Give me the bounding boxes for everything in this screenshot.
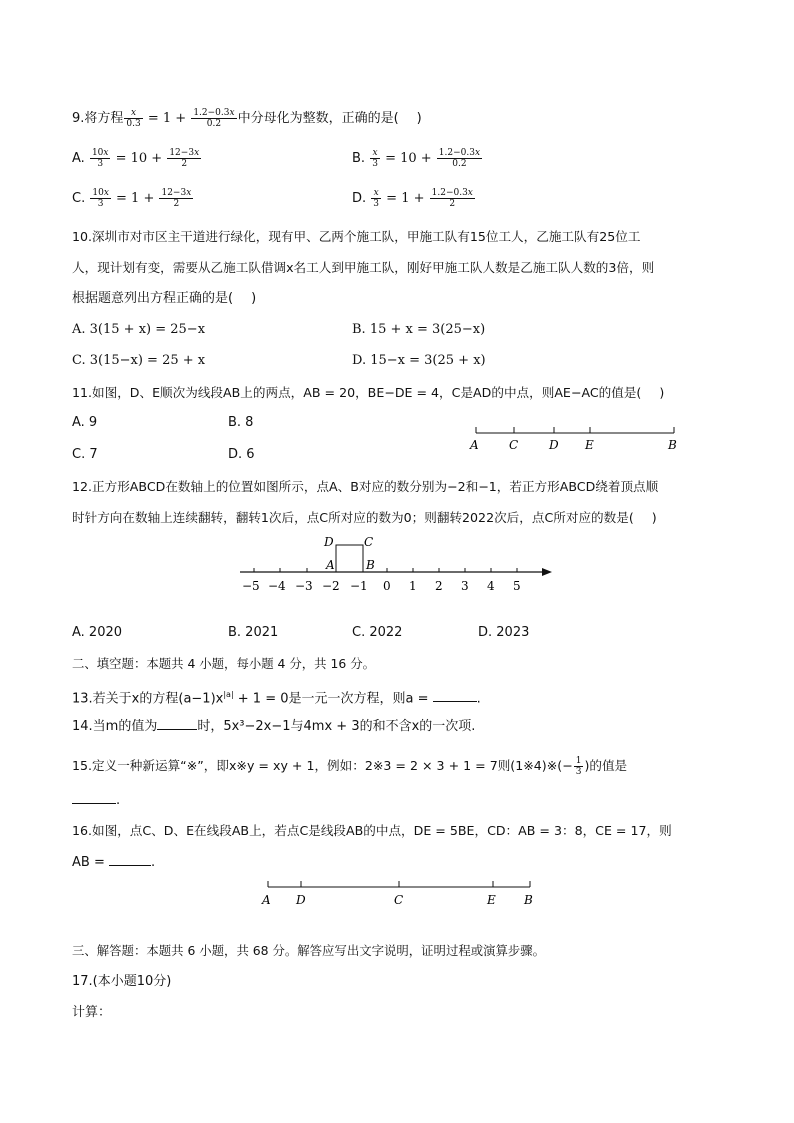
q16-label-b: B — [524, 893, 533, 907]
q10-option-b[interactable]: B. 15 + x = 3(25−x) — [352, 322, 486, 337]
q15-stem: 15.定义一种新运算“※”，即x※y = xy + 1，例如：2※3 = 2 × 3 + 1 = 7则(1※4)※(− $\frac{1}{3}$ )的值是 — [72, 756, 628, 777]
q9-frac-right: $\frac{1.2-0.3x}{0.2}$ — [193, 108, 235, 129]
q17-title: 17.(本小题10分) — [72, 974, 172, 989]
q16-answer-blank[interactable] — [109, 853, 151, 866]
q16-label-d: D — [296, 893, 306, 907]
q12-tick-label: −3 — [295, 579, 313, 593]
q12-label-c: C — [364, 535, 374, 549]
q11-label-b: B — [668, 438, 677, 452]
q16-label-e: E — [487, 893, 496, 907]
q12-tick-label: 1 — [409, 579, 417, 593]
q11-option-d[interactable]: D. 6 — [228, 447, 255, 462]
q16-segment-figure — [258, 876, 548, 910]
q16-label-c: C — [394, 893, 404, 907]
q11-label-d: D — [549, 438, 559, 452]
q9-option-c[interactable]: C. $\frac{10x}{3}$ = 1 + $\frac{12-3x}{2}$ — [72, 188, 192, 209]
q12-option-a[interactable]: A. 2020 — [72, 625, 123, 640]
q12-tick-label: 4 — [487, 579, 495, 593]
q12-label-b: B — [366, 558, 375, 572]
q9-option-d[interactable]: D. $\frac{x}{3}$ = 1 + $\frac{1.2-0.3x}{2}$ — [352, 188, 473, 209]
q9-frac-left: $\frac{x}{0.3}$ — [126, 108, 141, 129]
q16-label-a: A — [262, 893, 271, 907]
q14-answer-blank[interactable] — [157, 717, 197, 730]
q11-option-a[interactable]: A. 9 — [72, 415, 98, 430]
q12-line2: 时针方向在数轴上连续翻转，翻转1次后，点C所对应的数为0；则翻转2022次后，点C所对应的数是( ) — [72, 510, 657, 525]
q17-calc-label: 计算： — [72, 1005, 112, 1020]
q10-option-a[interactable]: A. 3(15 + x) = 25−x — [72, 322, 206, 337]
q12-option-c[interactable]: C. 2022 — [352, 625, 403, 640]
q15-answer-blank[interactable] — [72, 791, 116, 804]
q10-option-d[interactable]: D. 15−x = 3(25 + x) — [352, 353, 486, 368]
section-2-heading: 二、填空题：本题共 4 小题，每小题 4 分，共 16 分。 — [72, 656, 375, 671]
q12-tick-label: −1 — [350, 579, 368, 593]
q13-stem: 13.若关于x的方程$(a-1)x^{|a|} + 1 = 0$是一元一次方程，则a = . — [72, 690, 481, 707]
q12-number-line-figure — [232, 532, 562, 594]
q12-tick-label: 3 — [461, 579, 469, 593]
q9-option-a[interactable]: A. $\frac{10x}{3}$ = 10 + $\frac{12-3x}{2}$ — [72, 148, 200, 169]
q16-line1: 16.如图，点C、D、E在线段AB上，若点C是线段AB的中点，DE = 5BE，CD：AB = 3：8，CE = 17，则 — [72, 823, 672, 838]
q11-label-c: C — [509, 438, 519, 452]
q10-line1: 10.深圳市对市区主干道进行绿化，现有甲、乙两个施工队，甲施工队有15位工人，乙施工队有25位工 — [72, 229, 641, 244]
q9-stem: 9.将方程 $\frac{x}{0.3}$ = 1 + $\frac{1.2-0.3x}{0.2}$ 中分母化为整数，正确的是( ) — [72, 108, 422, 129]
q12-tick-label: −4 — [268, 579, 286, 593]
section-3-heading: 三、解答题：本题共 6 小题，共 68 分。解答应写出文字说明，证明过程或演算步骤。 — [72, 943, 546, 958]
q12-axis-arrow — [542, 568, 552, 576]
q12-tick-label: −2 — [322, 579, 340, 593]
q12-option-d[interactable]: D. 2023 — [478, 625, 530, 640]
q15-answer-line: . — [72, 791, 120, 810]
q11-label-e: E — [585, 438, 594, 452]
q14-stem: 14.当m的值为 时，5x³−2x−1与4mx + 3的和不含x的一次项. — [72, 719, 476, 734]
q10-line2: 人，现计划有变，需要从乙施工队借调x名工人到甲施工队，刚好甲施工队人数是乙施工队人数的3倍，则 — [72, 260, 655, 275]
q12-tick-label: 0 — [383, 579, 391, 593]
q12-tick-label: −5 — [242, 579, 260, 593]
q10-line3: 根据题意列出方程正确的是( ) — [72, 291, 257, 306]
q12-label-a: A — [326, 558, 335, 572]
q9-option-b[interactable]: B. $\frac{x}{3}$ = 10 + $\frac{1.2-0.3x}{0.2}$ — [352, 148, 481, 169]
q12-label-d: D — [324, 535, 334, 549]
q12-square — [336, 545, 363, 572]
q16-line2: AB = . — [72, 855, 156, 870]
q11-segment-figure — [466, 422, 686, 456]
q12-tick-label: 5 — [513, 579, 521, 593]
q13-answer-blank[interactable] — [433, 689, 477, 702]
q11-label-a: A — [470, 438, 479, 452]
q12-line1: 12.正方形ABCD在数轴上的位置如图所示，点A、B对应的数分别为−2和−1，若正方形ABCD绕着顶点顺 — [72, 479, 659, 494]
q12-option-b[interactable]: B. 2021 — [228, 625, 279, 640]
q10-option-c[interactable]: C. 3(15−x) = 25 + x — [72, 353, 206, 368]
q11-option-c[interactable]: C. 7 — [72, 447, 98, 462]
q11-option-b[interactable]: B. 8 — [228, 415, 254, 430]
q11-stem: 11.如图，D、E顺次为线段AB上的两点，AB = 20，BE−DE = 4，C是AD的中点，则AE−AC的值是( ) — [72, 385, 665, 400]
q12-tick-label: 2 — [435, 579, 443, 593]
